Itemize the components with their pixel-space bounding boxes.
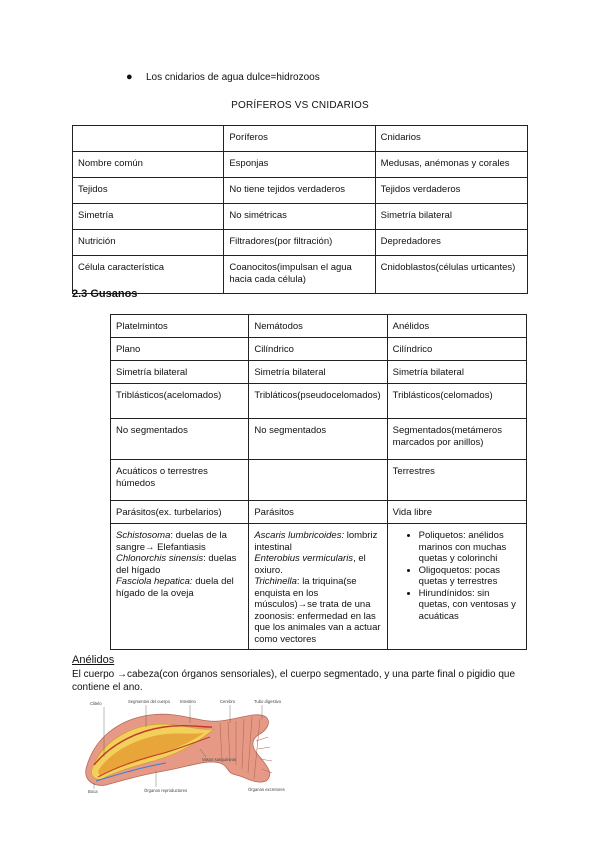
table-row (73, 178, 528, 204)
table-cell: Tejidos verdaderos (375, 178, 527, 204)
species-name: Schistosoma (116, 530, 171, 541)
label-segmentos: Segmentos del cuerpo (128, 699, 170, 704)
table-cell: Tejidos (73, 178, 224, 204)
table-cell: Segmentados(metámeros marcados por anillos) (387, 419, 526, 460)
example-line (116, 553, 243, 576)
table-row (111, 419, 527, 460)
nematodos-examples (249, 524, 387, 650)
example-line (254, 553, 381, 576)
annelid-anatomy-figure (80, 697, 290, 795)
table-row (111, 361, 527, 384)
table-cell: No tiene tejidos verdaderos (224, 178, 375, 204)
list-item: • Oligoquetos: pocas quetas y terrestres (419, 565, 521, 588)
table-cell: Simetría bilateral (111, 361, 249, 384)
species-desc: : la triquina(se enquista en los músculos)→se trata de una zoonosis: enfermedad en las que los animales van a actuar como vectores (254, 576, 381, 645)
table-header-row (73, 126, 528, 152)
table-cell: Acuáticos o terrestres húmedos (111, 460, 249, 501)
species-desc: lombriz intestinal (254, 530, 378, 553)
label-intestino: Intestino (180, 699, 196, 704)
species-name: Enterobius vermicularis (254, 553, 354, 564)
table-cell: Cnidoblastos(células urticantes) (375, 256, 527, 294)
table-cell: Simetría bilateral (387, 361, 526, 384)
species-name: Trichinella (254, 576, 297, 587)
species-desc: , el oxiuro. (254, 553, 366, 576)
table-cell: No segmentados (249, 419, 387, 460)
table-row (111, 460, 527, 501)
table-cell: Nemátodos (249, 315, 387, 338)
table-cell: Platelmintos (111, 315, 249, 338)
table-cell: Depredadores (375, 230, 527, 256)
table-cell: Nombre común (73, 152, 224, 178)
example-line (116, 576, 243, 599)
anelidos-list (393, 530, 521, 622)
species-name: Fasciola hepatica: (116, 576, 193, 587)
table-cell: Tribláticos(pseudocelomados) (249, 384, 387, 419)
label-excretores: Órganos excretores (248, 787, 285, 792)
species-desc: duela del hígado de la oveja (116, 576, 234, 599)
bullet-dot: ● (126, 71, 133, 83)
examples-row (111, 524, 527, 650)
table-row (73, 230, 528, 256)
label-tubo-digestivo: Tubo digestivo (254, 699, 282, 704)
species-desc: : duelas del hígado (116, 553, 237, 576)
table-cell: Célula característica (73, 256, 224, 294)
bullet-text: Los cnidarios de agua dulce=hidrozoos (146, 72, 320, 83)
label-vasos: Vasos sanguíneos (202, 757, 237, 762)
table-cell: Nutrición (73, 230, 224, 256)
table-cell: No segmentados (111, 419, 249, 460)
table-row (73, 256, 528, 294)
table-cell: Cilíndrico (249, 338, 387, 361)
table-cell: Simetría (73, 204, 224, 230)
table-cell: Parásitos(ex. turbelarios) (111, 501, 249, 524)
species-desc: : duelas de la sangre→ Elefantiasis (116, 530, 227, 553)
species-name: Ascaris lumbricoides: (254, 530, 345, 541)
table-cell: Cnidarios (375, 126, 527, 152)
table-cell: Triblásticos(acelomados) (111, 384, 249, 419)
table-row (73, 152, 528, 178)
label-reproductores: Órganos reproductores (144, 788, 188, 793)
anelidos-paragraph: El cuerpo →cabeza(con órganos sensoriales), el cuerpo segmentado, y una parte final o pigidio que contiene el ano. (72, 669, 516, 693)
table-cell (73, 126, 224, 152)
section-heading: 2.3 Gusanos (72, 288, 138, 300)
table-cell: Parásitos (249, 501, 387, 524)
table-cell: Medusas, anémonas y corales (375, 152, 527, 178)
table-row (111, 338, 527, 361)
poriferos-cnidarios-table (72, 125, 528, 294)
table-cell: No simétricas (224, 204, 375, 230)
table-cell: Simetría bilateral (249, 361, 387, 384)
example-line (116, 530, 243, 553)
gusanos-table (110, 314, 527, 650)
table-cell: Vida libre (387, 501, 526, 524)
example-line (254, 576, 381, 645)
table-cell: Esponjas (224, 152, 375, 178)
table-cell: Triblásticos(celomados) (387, 384, 526, 419)
label-cerebro: Cerebro (220, 699, 236, 704)
table-cell: Terrestres (387, 460, 526, 501)
table-cell: Simetría bilateral (375, 204, 527, 230)
table-cell: Poríferos (224, 126, 375, 152)
table-row (73, 204, 528, 230)
platelmintos-examples (111, 524, 249, 650)
list-item: • Hirundínidos: sin quetas, con ventosas y acuáticas (419, 588, 521, 623)
annelid-illustration (80, 697, 290, 795)
label-boca: Boca (88, 789, 98, 794)
label-clitelo: Clitelo (90, 701, 102, 706)
table-cell: Plano (111, 338, 249, 361)
table-row (111, 315, 527, 338)
table-cell: Cilíndrico (387, 338, 526, 361)
table-cell: Coanocitos(impulsan el agua hacia cada célula) (224, 256, 375, 294)
table-cell (249, 460, 387, 501)
table-row (111, 384, 527, 419)
anelidos-heading: Anélidos (72, 654, 115, 666)
table1-title: PORÍFEROS VS CNIDARIOS (231, 100, 369, 111)
anelidos-examples (387, 524, 526, 650)
species-name: Chlonorchis sinensis (116, 553, 204, 564)
example-line (254, 530, 381, 553)
table-row (111, 501, 527, 524)
table-cell: Filtradores(por filtración) (224, 230, 375, 256)
list-item: • Poliquetos: anélidos marinos con muchas quetas y colorinchi (419, 530, 521, 565)
table-cell: Anélidos (387, 315, 526, 338)
